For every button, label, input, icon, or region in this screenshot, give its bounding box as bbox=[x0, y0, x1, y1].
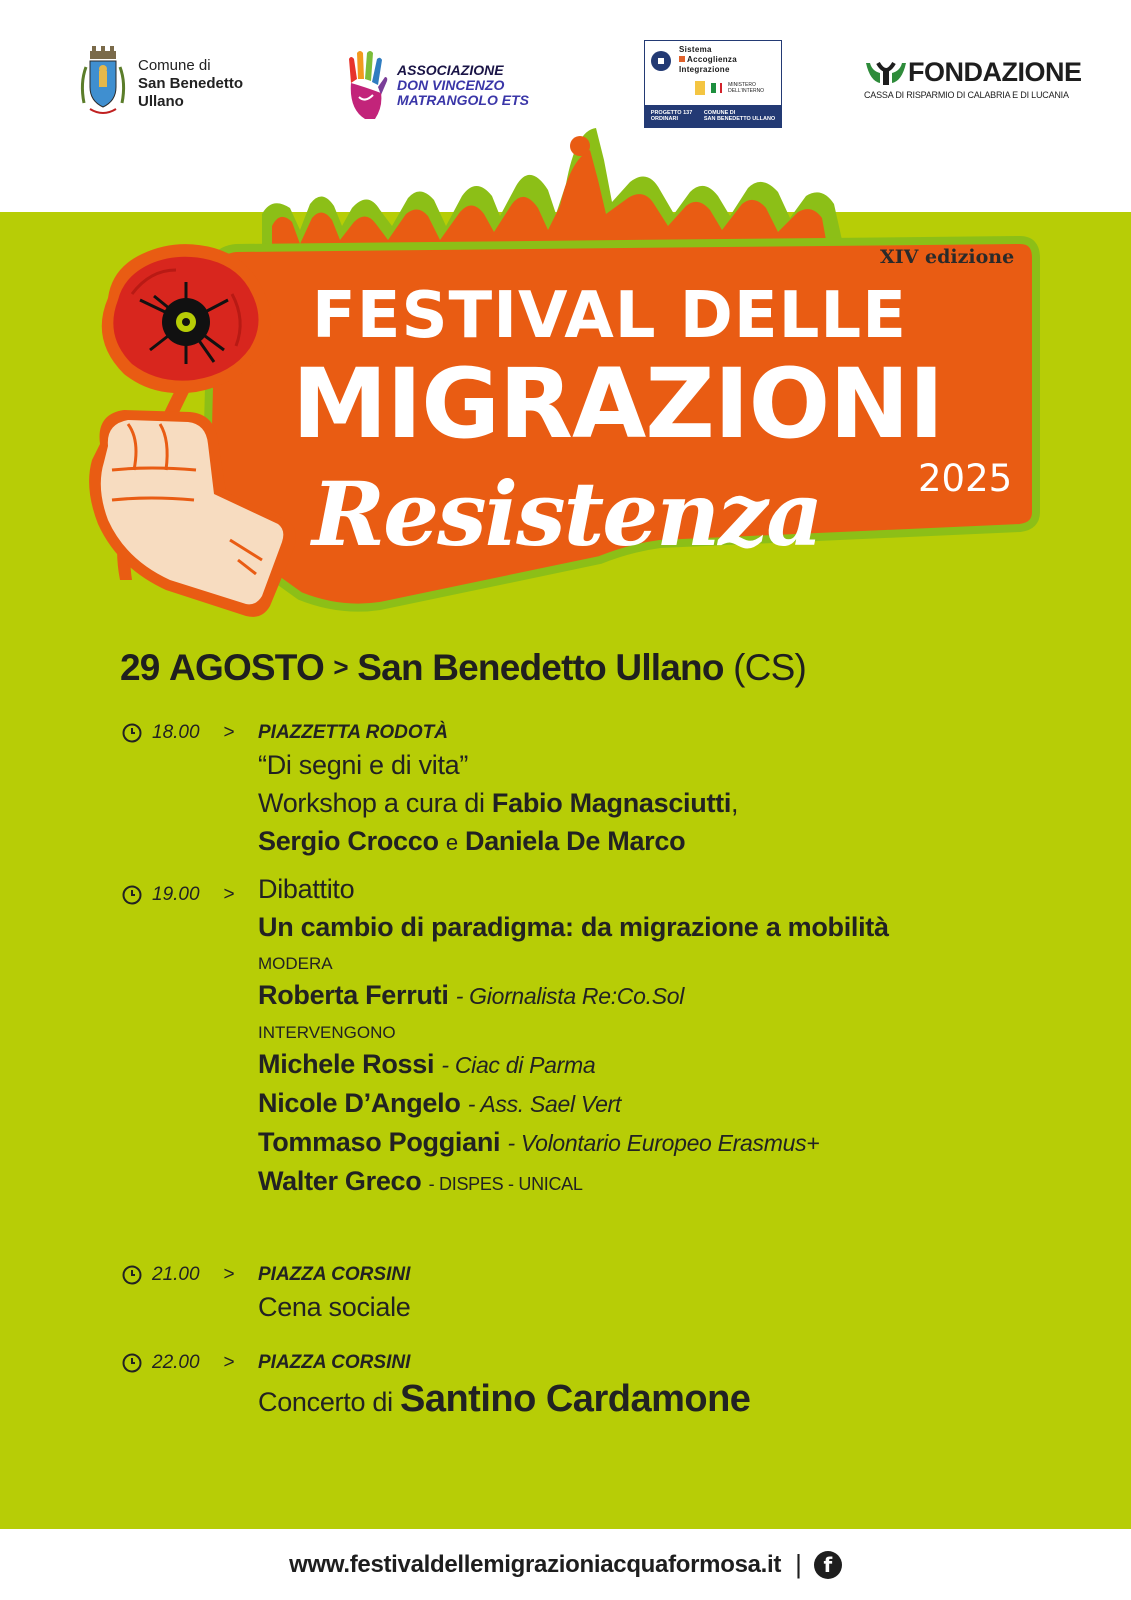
speaker-role: - Ciac di Parma bbox=[441, 1052, 596, 1078]
clock-icon bbox=[122, 1353, 142, 1373]
ministero-label: MINISTERO DELL'INTERNO bbox=[728, 82, 765, 94]
workshop-person-3: Daniela De Marco bbox=[465, 826, 686, 856]
website-link[interactable]: www.festivaldellemigrazioniacquaformosa.it bbox=[289, 1550, 782, 1578]
festival-title-line2: MIGRAZIONI bbox=[292, 348, 944, 460]
event-place: PIAZZA CORSINI bbox=[258, 1264, 411, 1285]
speakers-label: INTERVENGONO bbox=[258, 1023, 396, 1042]
dinner-title: Cena sociale bbox=[258, 1292, 411, 1322]
workshop-title: “Di segni e di vita” bbox=[258, 750, 469, 780]
colorful-hand-icon bbox=[345, 49, 389, 121]
sai-progetto: PROGETTO 137 bbox=[650, 110, 693, 116]
fondazione-logo bbox=[864, 57, 1082, 100]
debate-kind: Dibattito bbox=[258, 874, 355, 904]
sai-ordinari: ORDINARI bbox=[650, 116, 678, 122]
workshop-person-2: Sergio Crocco bbox=[258, 826, 439, 856]
festival-year: 2025 bbox=[918, 457, 1013, 500]
festival-theme: Resistenza bbox=[312, 462, 822, 566]
event-province: (CS) bbox=[733, 647, 806, 688]
speaker-name: Walter Greco bbox=[258, 1166, 422, 1196]
sai-emblem-icon bbox=[695, 81, 705, 95]
debate-title: Un cambio di paradigma: da migrazione a mobilità bbox=[258, 912, 889, 942]
comune-logo bbox=[78, 43, 243, 117]
comma: , bbox=[731, 788, 739, 818]
moderator-name: Roberta Ferruti bbox=[258, 980, 449, 1010]
fondazione-name: FONDAZIONE bbox=[908, 57, 1082, 87]
conjunction: e bbox=[445, 830, 458, 855]
concert-prefix: Concerto di bbox=[258, 1387, 393, 1417]
speaker-name: Nicole D’Angelo bbox=[258, 1088, 461, 1118]
concert-artist: Santino Cardamone bbox=[399, 1378, 751, 1420]
sai-circle-icon bbox=[651, 51, 671, 71]
workshop-person-1: Fabio Magnasciutti bbox=[491, 788, 732, 818]
event-time: 19.00 bbox=[152, 884, 200, 905]
event-time: 22.00 bbox=[152, 1352, 200, 1373]
footer bbox=[0, 1529, 1131, 1600]
speaker-role: - Ass. Sael Vert bbox=[467, 1091, 622, 1117]
sai-word1: Sistema bbox=[679, 45, 712, 54]
event-place: PIAZZA CORSINI bbox=[258, 1352, 411, 1373]
sai-comune-name: SAN BENEDETTO ULLANO bbox=[703, 116, 776, 122]
speaker-name: Tommaso Poggiani bbox=[258, 1127, 501, 1157]
sai-flags bbox=[695, 81, 781, 95]
sai-square-icon bbox=[679, 56, 685, 62]
sai-comune: COMUNE DI bbox=[703, 110, 736, 116]
comune-line3: Ullano bbox=[138, 93, 184, 110]
speaker-name: Michele Rossi bbox=[258, 1049, 435, 1079]
festival-title-line1: FESTIVAL DELLE bbox=[312, 279, 907, 353]
associazione-line3: MATRANGOLO ETS bbox=[397, 91, 529, 108]
comune-line1: Comune di bbox=[138, 57, 211, 74]
moderator-role: - Giornalista Re:Co.Sol bbox=[455, 983, 685, 1009]
speaker-role: - DISPES - UNICAL bbox=[428, 1174, 583, 1194]
clock-icon bbox=[122, 1265, 142, 1285]
clock-icon bbox=[122, 885, 142, 905]
time-arrow: > bbox=[223, 884, 235, 905]
fondazione-mark-icon bbox=[864, 59, 908, 87]
speaker-role: - Volontario Europeo Erasmus+ bbox=[507, 1130, 820, 1156]
sai-word3: Integrazione bbox=[679, 65, 730, 74]
facebook-icon[interactable]: f bbox=[814, 1551, 842, 1579]
event-dateline bbox=[120, 646, 806, 693]
time-arrow: > bbox=[223, 722, 235, 743]
moderator-label: MODERA bbox=[258, 954, 333, 973]
time-arrow: > bbox=[223, 1352, 235, 1373]
edition-label: XIV edizione bbox=[880, 246, 1015, 268]
event-place: San Benedetto Ullano bbox=[357, 647, 724, 688]
sai-logo bbox=[644, 40, 782, 128]
italy-flag-icon bbox=[711, 83, 722, 93]
dateline-arrow: > bbox=[333, 652, 348, 682]
associazione-line2: DON VINCENZO bbox=[397, 76, 505, 93]
associazione-line1: ASSOCIAZIONE bbox=[397, 61, 504, 78]
event-day: 29 bbox=[120, 647, 160, 688]
associazione-logo bbox=[345, 49, 529, 121]
event-time: 21.00 bbox=[152, 1264, 200, 1285]
coat-of-arms-icon bbox=[78, 43, 128, 117]
footer-separator: | bbox=[795, 1549, 802, 1579]
workshop-prefix: Workshop a cura di bbox=[258, 788, 485, 818]
comune-line2: San Benedetto bbox=[138, 75, 244, 92]
event-month: AGOSTO bbox=[169, 647, 324, 688]
clock-icon bbox=[122, 723, 142, 743]
time-arrow: > bbox=[223, 1264, 235, 1285]
event-time: 18.00 bbox=[152, 722, 200, 743]
event-place: PIAZZETTA RODOTÀ bbox=[258, 722, 448, 743]
fondazione-sub: CASSA DI RISPARMIO DI CALABRIA E DI LUCANIA bbox=[864, 90, 1069, 100]
sai-word2: Accoglienza bbox=[687, 55, 737, 64]
